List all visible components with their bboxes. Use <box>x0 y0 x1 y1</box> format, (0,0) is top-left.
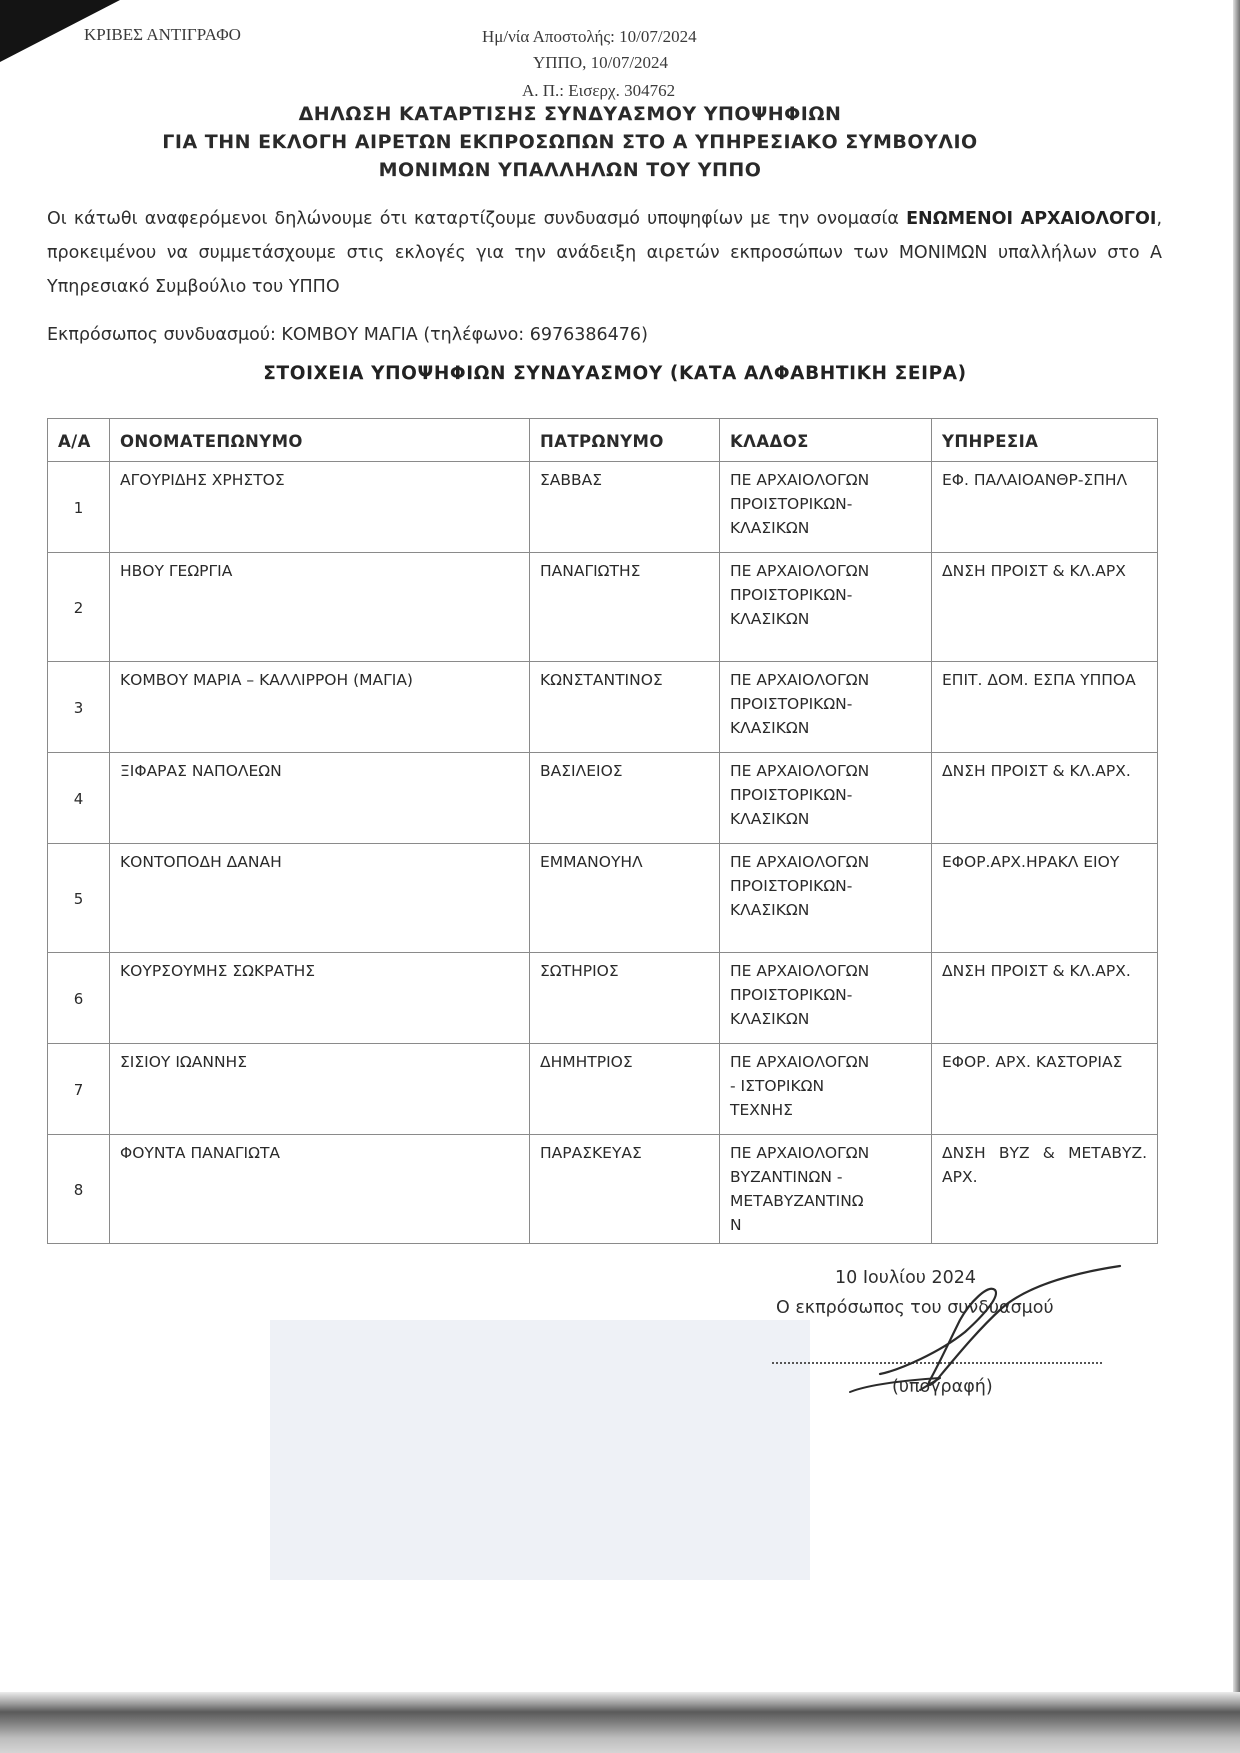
signature-date: 10 Ιουλίου 2024 <box>835 1268 977 1288</box>
row-number: 7 <box>48 1044 110 1135</box>
branch-line: ΚΛΑΣΙΚΩΝ <box>730 719 810 737</box>
row-number: 6 <box>48 953 110 1044</box>
branch-line: ΠΡΟΙΣΤΟΡΙΚΩΝ- <box>730 495 853 513</box>
branch <box>720 844 932 953</box>
service: ΔΝΣΗ ΠΡΟΙΣΤ & ΚΛ.ΑΡΧ. <box>932 753 1158 844</box>
father-name: ΚΩΝΣΤΑΝΤΙΝΟΣ <box>530 662 720 753</box>
scan-bottom-band <box>0 1692 1240 1753</box>
branch <box>720 753 932 844</box>
candidate-name: ΣΙΣΙΟΥ ΙΩΑΝΝΗΣ <box>110 1044 530 1135</box>
title-line-3: ΜΟΝΙΜΩΝ ΥΠΑΛΛΗΛΩΝ ΤΟΥ ΥΠΠΟ <box>378 159 762 181</box>
declaration-paragraph <box>47 202 1162 304</box>
table-row <box>48 462 1158 553</box>
branch-line: ΠΕ ΑΡΧΑΙΟΛΟΓΩΝ <box>730 562 870 580</box>
branch-line: ΠΕ ΑΡΧΑΙΟΛΟΓΩΝ <box>730 853 870 871</box>
table-row <box>48 753 1158 844</box>
signature-role: Ο εκπρόσωπος του συνδυασμού <box>776 1298 1054 1318</box>
table-row <box>48 953 1158 1044</box>
father-name: ΠΑΡΑΣΚΕΥΑΣ <box>530 1135 720 1244</box>
document-title <box>60 100 1080 184</box>
father-name: ΣΑΒΒΑΣ <box>530 462 720 553</box>
branch-line: - ΙΣΤΟΡΙΚΩΝ <box>730 1077 825 1095</box>
combination-name: ΕΝΩΜΕΝΟΙ ΑΡΧΑΙΟΛΟΓΟΙ <box>906 209 1157 229</box>
row-number: 8 <box>48 1135 110 1244</box>
service: ΔΝΣΗ ΒΥΖ & ΜΕΤΑΒΥΖ. ΑΡΧ. <box>932 1135 1158 1244</box>
row-number: 1 <box>48 462 110 553</box>
title-line-1: ΔΗΛΩΣΗ ΚΑΤΑΡΤΙΣΗΣ ΣΥΝΔΥΑΣΜΟΥ ΥΠΟΨΗΦΙΩΝ <box>298 103 842 125</box>
candidate-name: ΑΓΟΥΡΙΔΗΣ ΧΡΗΣΤΟΣ <box>110 462 530 553</box>
candidate-name: ΚΟΥΡΣΟΥΜΗΣ ΣΩΚΡΑΤΗΣ <box>110 953 530 1044</box>
table-row <box>48 1044 1158 1135</box>
table-header-row <box>48 419 1158 462</box>
branch-line: ΚΛΑΣΙΚΩΝ <box>730 610 810 628</box>
branch-line: ΚΛΑΣΙΚΩΝ <box>730 519 810 537</box>
candidate-name: ΚΟΝΤΟΠΟΔΗ ΔΑΝΑΗ <box>110 844 530 953</box>
declaration-text-after: , προκειμένου να συμμετάσχουμε στις εκλογές για την ανάδειξη αιρετών εκπροσώπων των ΜΟΝΙΜΩΝ υπαλλήλων στο Α Υπηρεσιακό Συμβούλιο του ΥΠΠΟ <box>47 209 1163 297</box>
copy-mark: ΚΡΙΒΕΣ ΑΝΤΙΓΡΑΦΟ <box>84 25 241 44</box>
declaration-text-before: Οι κάτωθι αναφερόμενοι δηλώνουμε ότι καταρτίζουμε συνδυασμό υποψηφίων με την ονομασία <box>47 209 907 229</box>
branch-line: ΚΛΑΣΙΚΩΝ <box>730 1010 810 1028</box>
branch <box>720 662 932 753</box>
branch-line: ΠΡΟΙΣΤΟΡΙΚΩΝ- <box>730 877 853 895</box>
branch-line: ΠΡΟΙΣΤΟΡΙΚΩΝ- <box>730 986 853 1004</box>
branch-line: ΠΡΟΙΣΤΟΡΙΚΩΝ- <box>730 695 853 713</box>
signature-label: (υπογραφή) <box>892 1377 993 1397</box>
service: ΔΝΣΗ ΠΡΟΙΣΤ & ΚΛ.ΑΡΧ. <box>932 953 1158 1044</box>
father-name: ΕΜΜΑΝΟΥΗΛ <box>530 844 720 953</box>
header-service: ΥΠΗΡΕΣΙΑ <box>932 419 1158 462</box>
branch-line: ΤΕΧΝΗΣ <box>730 1101 793 1119</box>
candidate-name: ΞΙΦΑΡΑΣ ΝΑΠΟΛΕΩΝ <box>110 753 530 844</box>
title-line-2: ΓΙΑ ΤΗΝ ΕΚΛΟΓΗ ΑΙΡΕΤΩΝ ΕΚΠΡΟΣΩΠΩΝ ΣΤΟ Α ΥΠΗΡΕΣΙΑΚΟ ΣΥΜΒΟΥΛΙΟ <box>162 131 978 153</box>
branch-line: ΜΕΤΑΒΥΖΑΝΤΙΝΩ <box>730 1192 864 1210</box>
branch <box>720 462 932 553</box>
father-name: ΠΑΝΑΓΙΩΤΗΣ <box>530 553 720 662</box>
branch <box>720 953 932 1044</box>
branch-line: ΠΕ ΑΡΧΑΙΟΛΟΓΩΝ <box>730 762 870 780</box>
header-father: ΠΑΤΡΩΝΥΜΟ <box>530 419 720 462</box>
header-name: ΟΝΟΜΑΤΕΠΩΝΥΜΟ <box>110 419 530 462</box>
row-number: 2 <box>48 553 110 662</box>
service: ΕΦ. ΠΑΛΑΙΟΑΝΘΡ-ΣΠΗΛ <box>932 462 1158 553</box>
row-number: 4 <box>48 753 110 844</box>
father-name: ΒΑΣΙΛΕΙΟΣ <box>530 753 720 844</box>
representative-line: Εκπρόσωπος συνδυασμού: ΚΟΜΒΟΥ ΜΑΓΙΑ (τηλέφωνο: 6976386476) <box>47 325 648 345</box>
row-number: 3 <box>48 662 110 753</box>
candidate-name: ΗΒΟΥ ΓΕΩΡΓΙΑ <box>110 553 530 662</box>
branch-line: ΠΡΟΙΣΤΟΡΙΚΩΝ- <box>730 786 853 804</box>
send-date: Ημ/νία Αποστολής: 10/07/2024 <box>482 27 697 46</box>
service: ΕΠΙΤ. ΔΟΜ. ΕΣΠΑ ΥΠΠΟΑ <box>932 662 1158 753</box>
candidate-name: ΦΟΥΝΤΑ ΠΑΝΑΓΙΩΤΑ <box>110 1135 530 1244</box>
branch <box>720 553 932 662</box>
service: ΕΦΟΡ. ΑΡΧ. ΚΑΣΤΟΡΙΑΣ <box>932 1044 1158 1135</box>
branch-line: ΠΕ ΑΡΧΑΙΟΛΟΓΩΝ <box>730 962 870 980</box>
branch-line: Ν <box>730 1216 742 1234</box>
branch-line: ΠΕ ΑΡΧΑΙΟΛΟΓΩΝ <box>730 471 870 489</box>
table-row <box>48 844 1158 953</box>
branch-line: ΠΕ ΑΡΧΑΙΟΛΟΓΩΝ <box>730 1144 870 1162</box>
branch-line: ΚΛΑΣΙΚΩΝ <box>730 901 810 919</box>
row-number: 5 <box>48 844 110 953</box>
father-name: ΔΗΜΗΤΡΙΟΣ <box>530 1044 720 1135</box>
branch-line: ΚΛΑΣΙΚΩΝ <box>730 810 810 828</box>
candidate-name: ΚΟΜΒΟΥ ΜΑΡΙΑ – ΚΑΛΛΙΡΡΟΗ (ΜΑΓΙΑ) <box>110 662 530 753</box>
protocol-number: Α. Π.: Εισερχ. 304762 <box>522 81 676 100</box>
branch-line: ΒΥΖΑΝΤΙΝΩΝ - <box>730 1168 843 1186</box>
branch-line: ΠΕ ΑΡΧΑΙΟΛΟΓΩΝ <box>730 671 870 689</box>
header-branch: ΚΛΑΔΟΣ <box>720 419 932 462</box>
service: ΕΦΟΡ.ΑΡΧ.ΗΡΑΚΛ ΕΙΟΥ <box>932 844 1158 953</box>
branch-line: ΠΡΟΙΣΤΟΡΙΚΩΝ- <box>730 586 853 604</box>
table-row <box>48 662 1158 753</box>
branch <box>720 1135 932 1244</box>
branch <box>720 1044 932 1135</box>
table-title: ΣΤΟΙΧΕΙΑ ΥΠΟΨΗΦΙΩΝ ΣΥΝΔΥΑΣΜΟΥ (ΚΑΤΑ ΑΛΦΑΒΗΤΙΚΗ ΣΕΙΡΑ) <box>263 363 967 384</box>
service: ΔΝΣΗ ΠΡΟΙΣΤ & ΚΛ.ΑΡΧ <box>932 553 1158 662</box>
branch-line: ΠΕ ΑΡΧΑΙΟΛΟΓΩΝ <box>730 1053 870 1071</box>
table-row <box>48 1135 1158 1244</box>
father-name: ΣΩΤΗΡΙΟΣ <box>530 953 720 1044</box>
ministry-date: ΥΠΠΟ, 10/07/2024 <box>533 53 669 72</box>
table-row <box>48 553 1158 662</box>
candidates-table <box>47 418 1158 1244</box>
handwritten-signature <box>790 1262 1130 1402</box>
scan-right-edge <box>1233 0 1240 1753</box>
header-aa: Α/Α <box>48 419 110 462</box>
faint-stamp-shadow <box>260 1300 820 1600</box>
